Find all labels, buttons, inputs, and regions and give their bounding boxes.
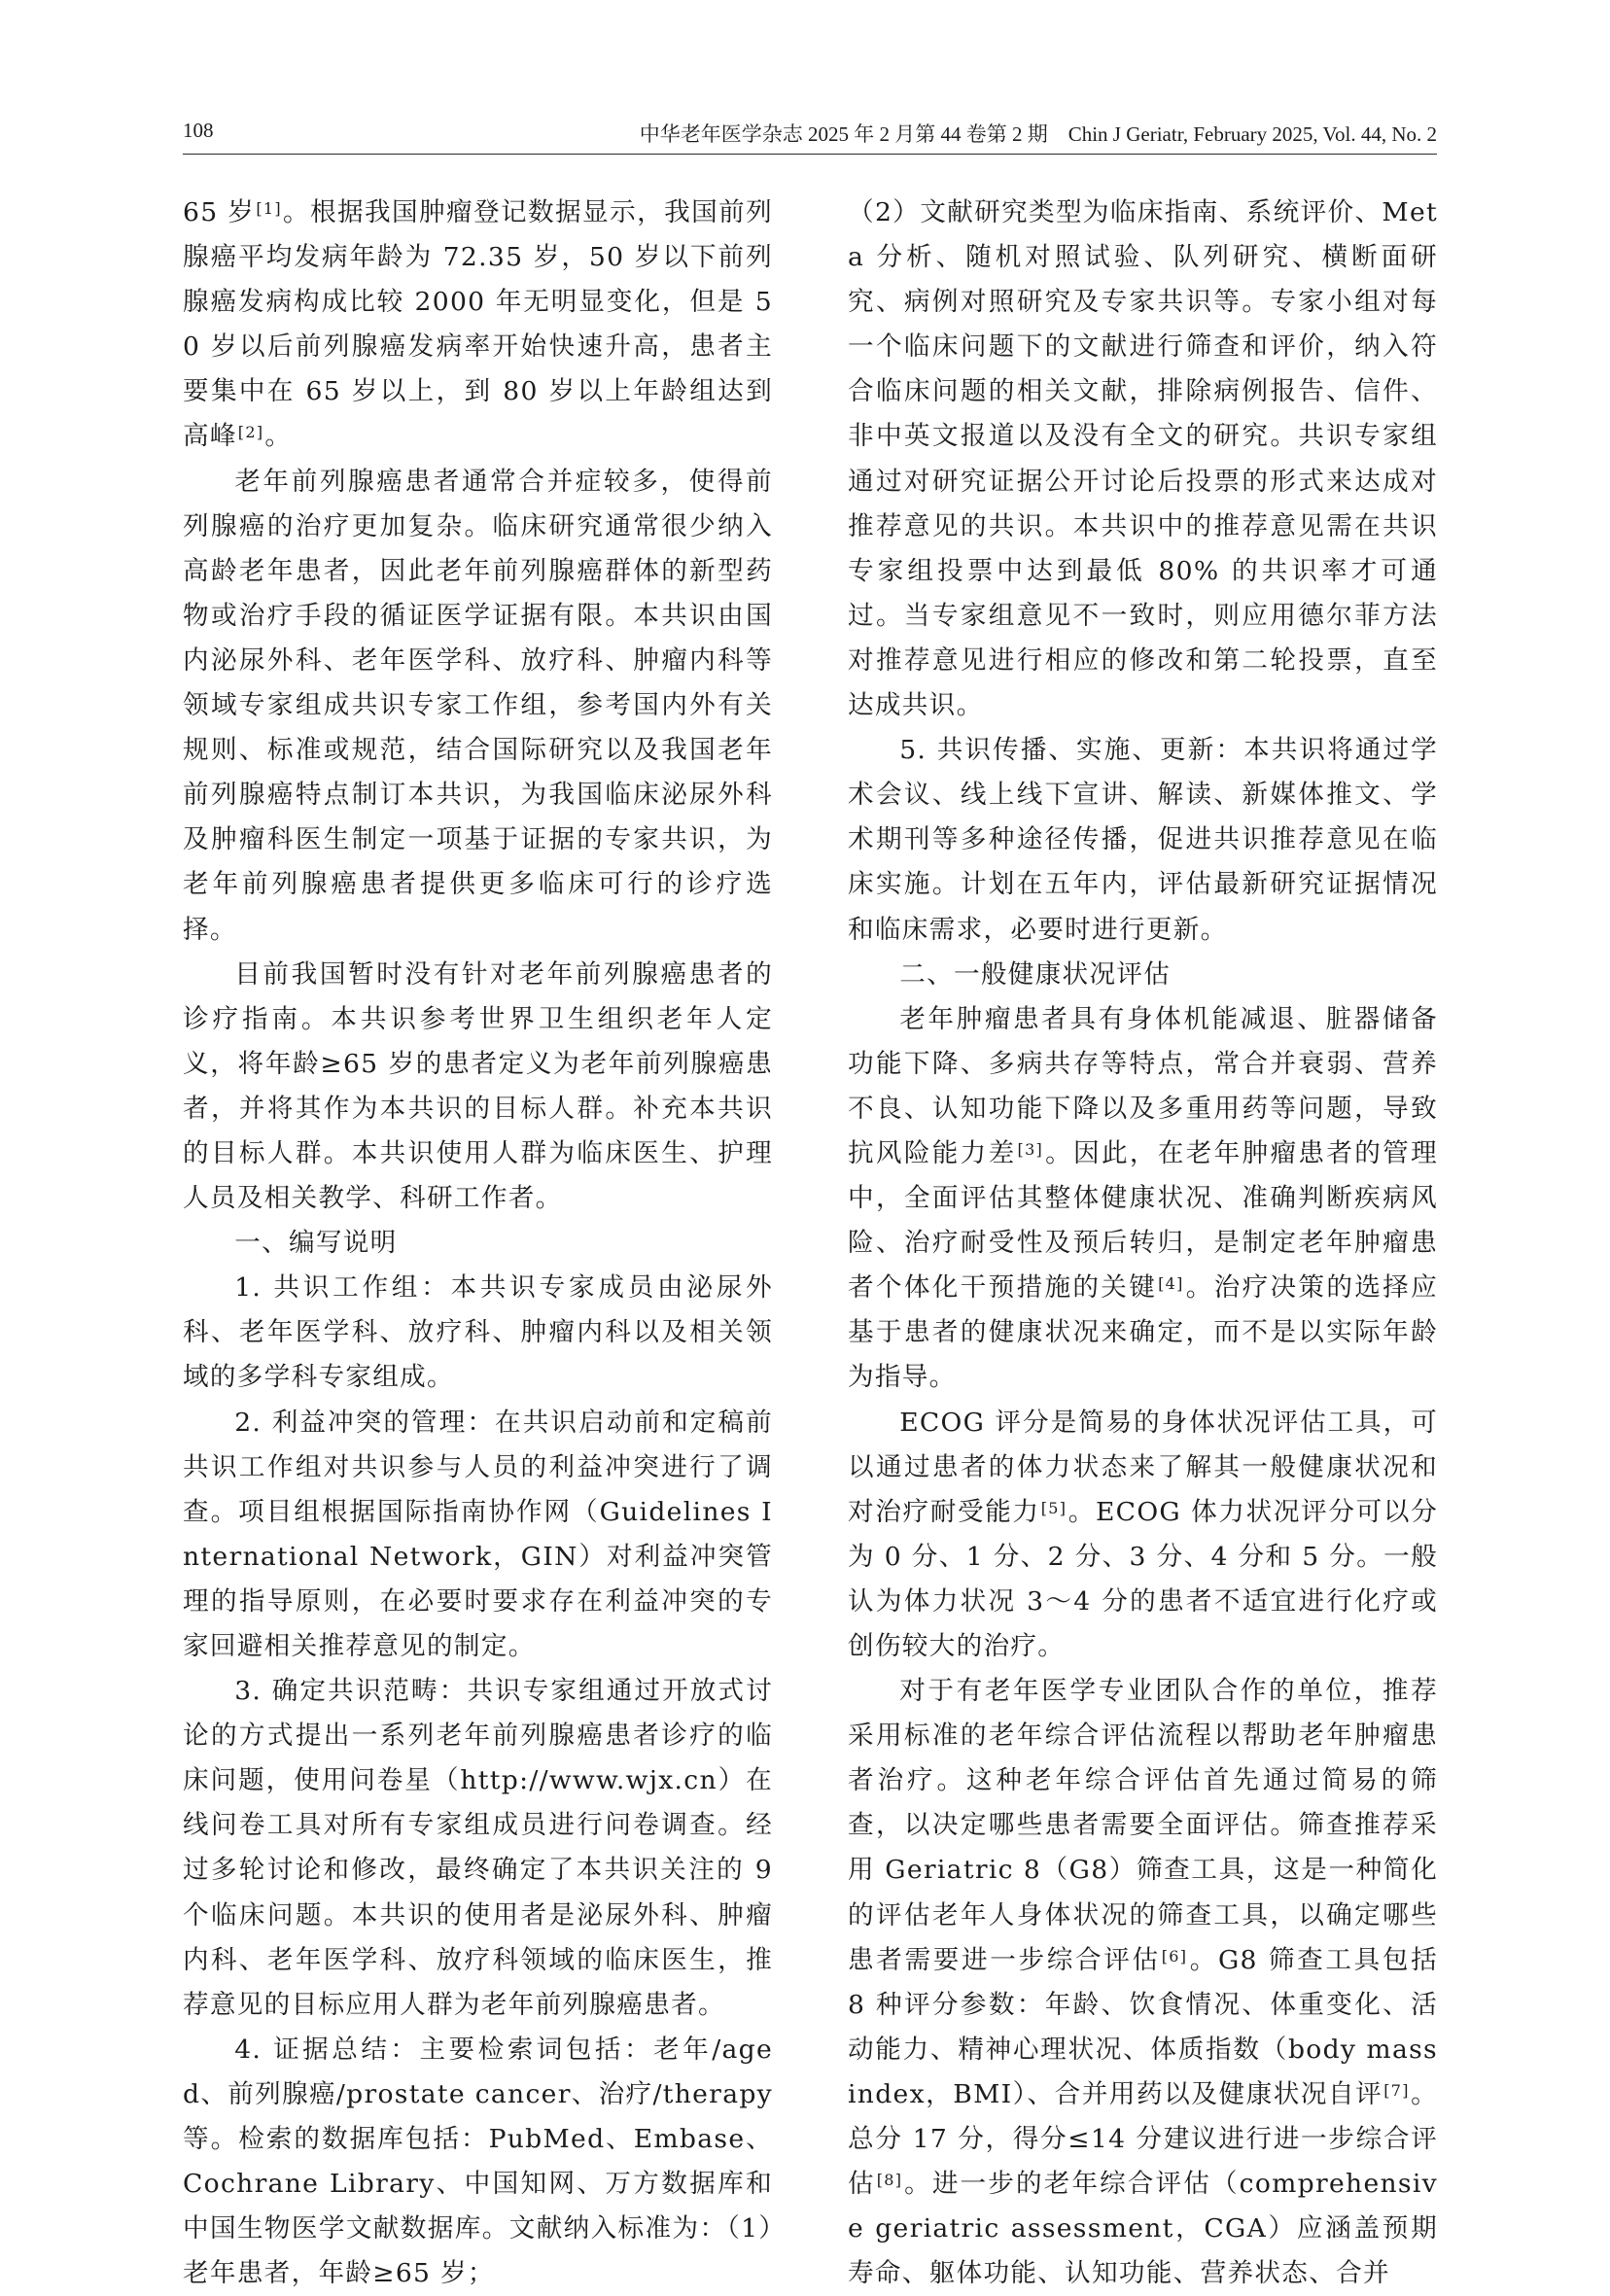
section-heading-health-assessment: 二、一般健康状况评估 xyxy=(899,958,1172,990)
text-run: 。进一步的老年综合评估（comprehensive geriatric assessment，CGA）应涵盖预期寿命、躯体功能、认知功能、营养状态、合并 xyxy=(848,2169,1438,2289)
paragraph-comorbidity: 老年前列腺癌患者通常合并症较多，使得前列腺癌的治疗更加复杂。临床研究通常很少纳入高龄老年患者，因此老年前列腺癌群体的新型药物或治疗手段的循证医学证据有限。本共识由国内泌尿外科、老年医学科、放疗科、肿瘤内科等领域专家组成共识专家工作组，参考国内外有关规则、标准或规范，结合国际研究以及我国老年前列腺癌特点制订本共识，为我国临床泌尿外科及肿瘤科医生制定一项基于证据的专家共识，为老年前列腺癌患者提供更多临床可行的诊疗选择。 xyxy=(183,466,773,945)
paragraph-epidemiology xyxy=(183,191,773,460)
text-run: 。ECOG 体力状况评分可以分为 0 分、1 分、2 分、3 分、4 分和 5 分。一般认为体力状况 3～4 分的患者不适宜进行化疗或创伤较大的治疗。 xyxy=(848,1496,1438,1661)
paragraph-geriatric-features xyxy=(848,997,1438,1401)
text-run: 。G8 筛查工具包括 8 种评分参数：年龄、饮食情况、体重变化、活动能力、精神心理状况、体质指数（body mass index，BMI）、合并用药以及健康状况自评 xyxy=(848,1944,1438,2109)
citation-ref: [6] xyxy=(1161,1946,1188,1966)
text-run: 。总分 17 分，得分≤14 分建议进行进一步综合评估 xyxy=(848,2078,1438,2200)
right-column xyxy=(848,191,1438,2289)
paragraph-scope: 3. 确定共识范畴：共识专家组通过开放式讨论的方式提出一系列老年前列腺癌患者诊疗的临床问题，使用问卷星（http://www.wjx.cn）在线问卷工具对所有专家组成员进行问卷调查。经过多轮讨论和修改，最终确定了本共识关注的 9 个临床问题。本共识的使用者是泌尿外科、肿瘤内科、老年医学科、放疗科领域的临床医生，推荐意见的目标应用人群为老年前列腺癌患者。 xyxy=(183,1676,773,2020)
text-run: 65 岁 xyxy=(183,197,256,227)
citation-ref: [2] xyxy=(237,423,264,442)
text-run: 。 xyxy=(264,421,293,452)
running-header xyxy=(183,115,1437,155)
text-run: 对于有老年医学专业团队合作的单位，推荐采用标准的老年综合评估流程以帮助老年肿瘤患者治疗。这种老年综合评估首先通过简易的筛查，以决定哪些患者需要全面评估。筛查推荐采用 Geriatric 8（G8）筛查工具，这是一种简化的评估老年人身体状况的筛查工具，以确定哪些患者需要进一步综合评估 xyxy=(848,1676,1438,1975)
text-run: 。根据我国肿瘤登记数据显示，我国前列腺癌平均发病年龄为 72.35 岁，50 岁以下前列腺癌发病构成比较 2000 年无明显变化，但是 50 岁以后前列腺癌发病率开始快速升高，患者主要集中在 65 岁以上，到 80 岁以上年龄组达到高峰 xyxy=(183,197,773,452)
paragraph-dissemination: 5. 共识传播、实施、更新：本共识将通过学术会议、线上线下宣讲、解读、新媒体推文、学术期刊等多种途径传播，促进共识推荐意见在临床实施。计划在五年内，评估最新研究证据情况和临床需求，必要时进行更新。 xyxy=(848,735,1438,945)
text-run: 。因此，在老年肿瘤患者的管理中，全面评估其整体健康状况、准确判断疾病风险、治疗耐受性及预后转归，是制定老年肿瘤患者个体化干预措施的关键 xyxy=(848,1137,1438,1304)
citation-ref: [4] xyxy=(1158,1274,1184,1294)
paragraph-ecog xyxy=(848,1401,1438,1670)
paragraph-g8-cga xyxy=(848,1669,1438,2296)
section-heading-writing-notes: 一、编写说明 xyxy=(234,1228,398,1259)
paragraph-evidence-summary: 4. 证据总结：主要检索词包括：老年/aged、前列腺癌/prostate cancer、治疗/therapy 等。检索的数据库包括：PubMed、Embase、Cochrane Library、中国知网、万方数据库和中国生物医学文献数据库。文献纳入标准为：（1）老年患者，年龄≥65 岁； xyxy=(183,2034,773,2289)
text-run: 。治疗决策的选择应基于患者的健康状况来确定，而不是以实际年龄为指导。 xyxy=(848,1272,1438,1393)
citation-ref: [3] xyxy=(1017,1139,1044,1159)
paragraph-target-population: 目前我国暂时没有针对老年前列腺癌患者的诊疗指南。本共识参考世界卫生组织老年人定义，将年龄≥65 岁的患者定义为老年前列腺癌患者，并将其作为本共识的目标人群。补充本共识的目标人群。本共识使用人群为临床医生、护理人员及相关教学、科研工作者。 xyxy=(183,958,773,1214)
left-column xyxy=(183,191,773,2289)
citation-ref: [7] xyxy=(1383,2080,1410,2100)
text-run: ECOG 评分是简易的身体状况评估工具，可以通过患者的体力状态来了解其一般健康状况和对治疗耐受能力 xyxy=(848,1407,1438,1527)
paragraph-working-group: 1. 共识工作组：本共识专家成员由泌尿外科、老年医学科、放疗科、肿瘤内科以及相关领域的多学科专家组成。 xyxy=(183,1272,773,1393)
paragraph-literature-types: （2）文献研究类型为临床指南、系统评价、Meta 分析、随机对照试验、队列研究、横断面研究、病例对照研究及专家共识等。专家小组对每一个临床问题下的文献进行筛查和评价，纳入符合临床问题的相关文献，排除病例报告、信件、非中英文报道以及没有全文的研究。共识专家组通过对研究证据公开讨论后投票的形式来达成对推荐意见的共识。本共识中的推荐意见需在共识专家组投票中达到最低 80% 的共识率才可通过。当专家组意见不一致时，则应用德尔菲方法对推荐意见进行相应的修改和第二轮投票，直至达成共识。 xyxy=(848,197,1438,721)
paragraph-conflict-of-interest: 2. 利益冲突的管理：在共识启动前和定稿前共识工作组对共识参与人员的利益冲突进行了调查。项目组根据国际指南协作网（Guidelines International Network，GIN）对利益冲突管理的指导原则，在必要时要求存在利益冲突的专家回避相关推荐意见的制定。 xyxy=(183,1407,773,1661)
citation-ref: [8] xyxy=(876,2171,903,2190)
citation-ref: [5] xyxy=(1040,1498,1068,1517)
citation-ref: [1] xyxy=(256,199,282,218)
page-number: 108 xyxy=(183,119,214,142)
text-run: 老年肿瘤患者具有身体机能减退、脏器储备功能下降、多病共存等特点，常合并衰弱、营养不良、认知功能下降以及多重用药等问题，导致抗风险能力差 xyxy=(848,1003,1438,1168)
journal-running-head: 中华老年医学杂志 2025 年 2 月第 44 卷第 2 期 Chin J Geriatr, February 2025, Vol. 44, No. 2 xyxy=(639,122,1437,146)
